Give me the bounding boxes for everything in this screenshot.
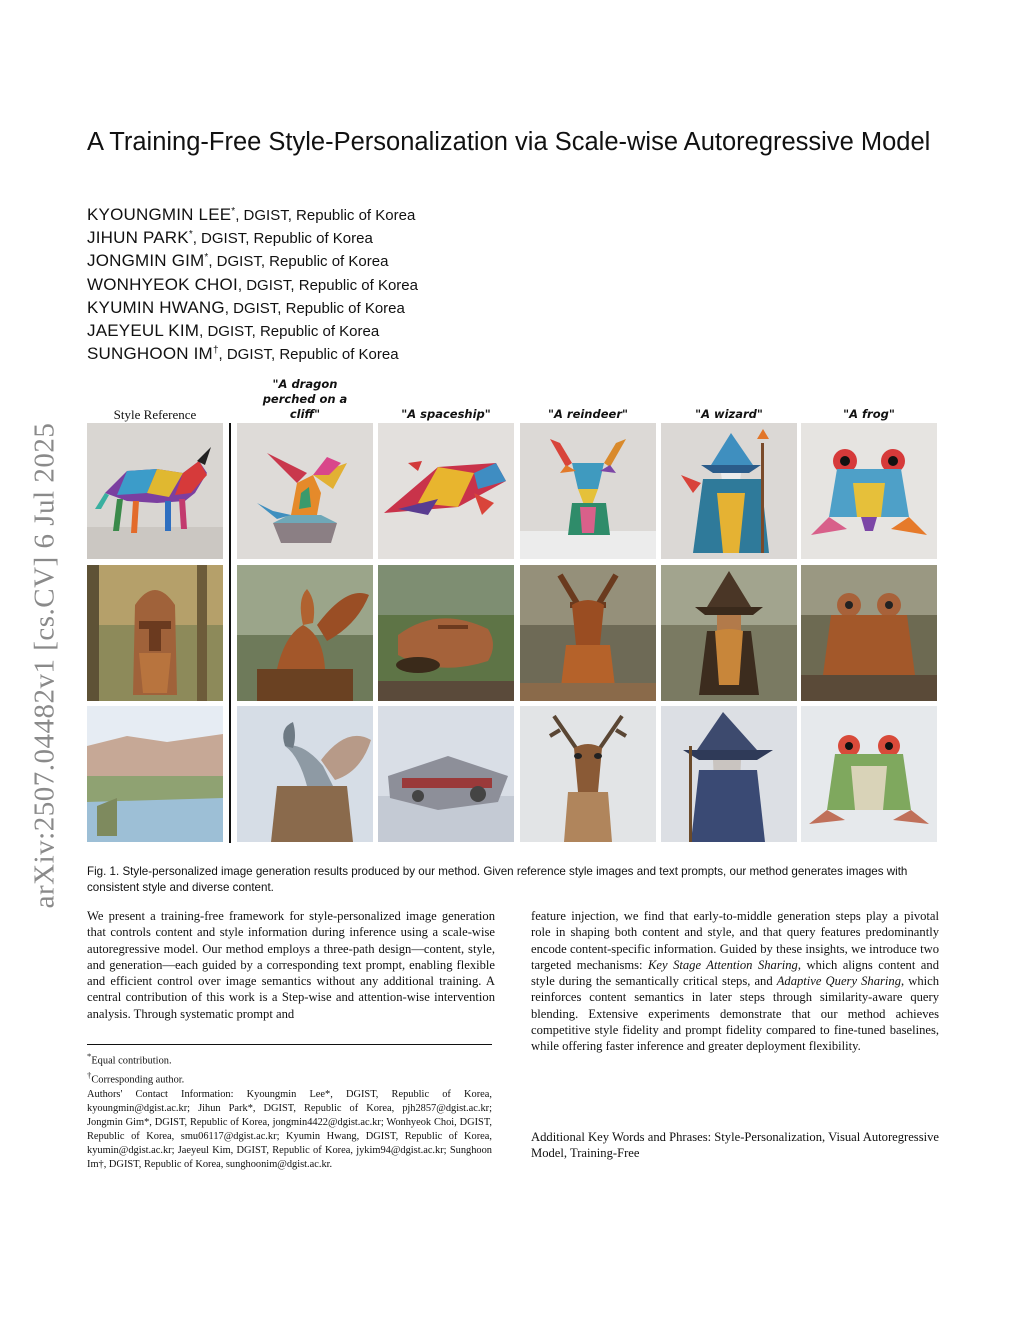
image-watercolor-wizard bbox=[661, 706, 797, 842]
term-key-stage-attention-sharing: Key Stage Attention Sharing bbox=[648, 957, 798, 972]
col-label-frog: "A frog" bbox=[843, 407, 895, 421]
figure-divider bbox=[229, 423, 231, 843]
footnote-corresponding-text: Corresponding author. bbox=[91, 1074, 185, 1086]
image-origami-reindeer bbox=[520, 423, 656, 559]
author-mark: * bbox=[188, 229, 193, 240]
col-label-style bbox=[87, 388, 223, 422]
image-wood-wizard bbox=[661, 565, 797, 701]
image-watercolor-dragon bbox=[237, 706, 373, 842]
paper-title: A Training-Free Style-Personalization via Scale-wise Autoregressive Model bbox=[87, 128, 931, 156]
author-affiliation: , DGIST, Republic of Korea bbox=[235, 207, 416, 224]
image-watercolor-frog bbox=[801, 706, 937, 842]
footnote-rule bbox=[87, 1044, 492, 1045]
author-5 bbox=[87, 295, 405, 319]
author-affiliation: , DGIST, Republic of Korea bbox=[218, 346, 399, 363]
abstract-text: feature injection, we find that early-to-middle generation steps play a pivotal role in shaping both content and style, and that query features predominantly encode content-specific information. Guided by these insights, we introduce two targeted mechanisms: bbox=[531, 909, 939, 972]
col-label-spaceship: "A spaceship" bbox=[401, 407, 491, 421]
image-origami-wizard bbox=[661, 423, 797, 559]
author-affiliation: , DGIST, Republic of Korea bbox=[199, 323, 380, 340]
author-affiliation: , DGIST, Republic of Korea bbox=[208, 253, 389, 270]
author-mark: * bbox=[231, 206, 236, 217]
author-1 bbox=[87, 202, 415, 226]
image-origami-frog bbox=[801, 423, 937, 559]
abstract-left-column: We present a training-free framework for style-personalized image generation that controls content and style information during inference using a scale-wise autoregressive model. Our method employs a three-path design—content, style, and generation—each guided by a corresponding text prompt, enabling flexible and efficient control over image semantics without any additional training. A central contribution of this work is a Step-wise and attention-wise intervention analysis. Through systematic prompt and bbox=[87, 909, 495, 1021]
footnote-contact: Authors' Contact Information: Kyoungmin Lee*, DGIST, Republic of Korea, kyoungmin@dgist.ac.kr; Jihun Park*, DGIST, Republic of Korea, pjh2857@dgist.ac.kr; Jongmin Gim*, DGIST, Republic of Korea, jongmin4422@dgist.ac.kr; Wonhyeok Choi, DGIST, Republic of Korea, smu06117@dgist.ac.kr; Kyumin Hwang, DGIST, Republic of Korea, kyumin@dgist.ac.kr; Jaeyeul Kim, DGIST, Republic of Korea, jykim94@dgist.ac.kr; Sunghoon Im†, DGIST, Republic of Korea, sunghoonim@dgist.ac.kr. bbox=[87, 1088, 492, 1170]
author-affiliation: , DGIST, Republic of Korea bbox=[192, 230, 373, 247]
image-watercolor-canyon bbox=[87, 706, 223, 842]
col-label-dragon bbox=[237, 377, 373, 422]
image-origami-dragon bbox=[237, 423, 373, 559]
image-watercolor-reindeer bbox=[520, 706, 656, 842]
abstract-text: , which reinforces content semantics in later steps through similarity-aware query blending. Extensive experiments demonstrate that our method achieves competitive style fidelity and prompt fidelity compared to fine-tuned baselines, while offering faster inference and greater deployment flexibility. bbox=[531, 974, 940, 1054]
col-label-reindeer: "A reindeer" bbox=[548, 407, 628, 421]
footnote-corresponding bbox=[87, 1068, 492, 1087]
footnote-mark: † bbox=[87, 1070, 92, 1081]
image-wood-dragon bbox=[237, 565, 373, 701]
author-name: SUNGHOON IM bbox=[87, 344, 213, 363]
image-wood-frog bbox=[801, 565, 937, 701]
col-label-dragon-text: "A dragon perched on a cliff" bbox=[262, 377, 348, 421]
author-6 bbox=[87, 318, 379, 342]
author-3 bbox=[87, 248, 388, 272]
col-label-style-text: Style Reference bbox=[113, 407, 197, 422]
abstract-text: , which aligns content and style during the semantically critical steps, and bbox=[531, 957, 939, 989]
author-name: KYOUNGMIN LEE bbox=[87, 205, 232, 224]
term-adaptive-query-sharing: Adaptive Query Sharing bbox=[776, 974, 901, 989]
author-affiliation: , DGIST, Republic of Korea bbox=[224, 300, 405, 317]
image-wood-totem bbox=[87, 565, 223, 701]
author-name: WONHYEOK CHOI bbox=[87, 275, 238, 294]
footnote-equal-text: Equal contribution. bbox=[91, 1055, 172, 1067]
footnote-mark: * bbox=[87, 1051, 92, 1061]
abstract-right-column bbox=[531, 908, 939, 1055]
arxiv-stamp: arXiv:2507.04482v1 [cs.CV] 6 Jul 2025 bbox=[28, 422, 61, 909]
keywords: Additional Key Words and Phrases: Style-Personalization, Visual Autoregressive Model, Training-Free bbox=[531, 1130, 939, 1161]
figure-caption: Fig. 1. Style-personalized image generation results produced by our method. Given reference style images and text prompts, our method generates images with consistent style and diverse content. bbox=[87, 865, 908, 894]
author-7 bbox=[87, 341, 399, 365]
author-mark: * bbox=[204, 252, 209, 263]
image-origami-spaceship bbox=[378, 423, 514, 559]
footnotes bbox=[87, 1049, 492, 1172]
author-2 bbox=[87, 225, 373, 249]
author-mark: † bbox=[212, 345, 219, 356]
image-origami-bull bbox=[87, 423, 223, 559]
author-name: JAEYEUL KIM bbox=[87, 321, 200, 340]
author-name: JIHUN PARK bbox=[87, 228, 189, 247]
image-wood-reindeer bbox=[520, 565, 656, 701]
image-watercolor-spaceship bbox=[378, 706, 514, 842]
col-label-wizard: "A wizard" bbox=[695, 407, 763, 421]
footnote-equal bbox=[87, 1049, 492, 1068]
image-wood-spaceship bbox=[378, 565, 514, 701]
author-4 bbox=[87, 272, 418, 296]
author-affiliation: , DGIST, Republic of Korea bbox=[237, 277, 418, 294]
author-name: KYUMIN HWANG bbox=[87, 298, 225, 317]
author-name: JONGMIN GIM bbox=[87, 251, 205, 270]
